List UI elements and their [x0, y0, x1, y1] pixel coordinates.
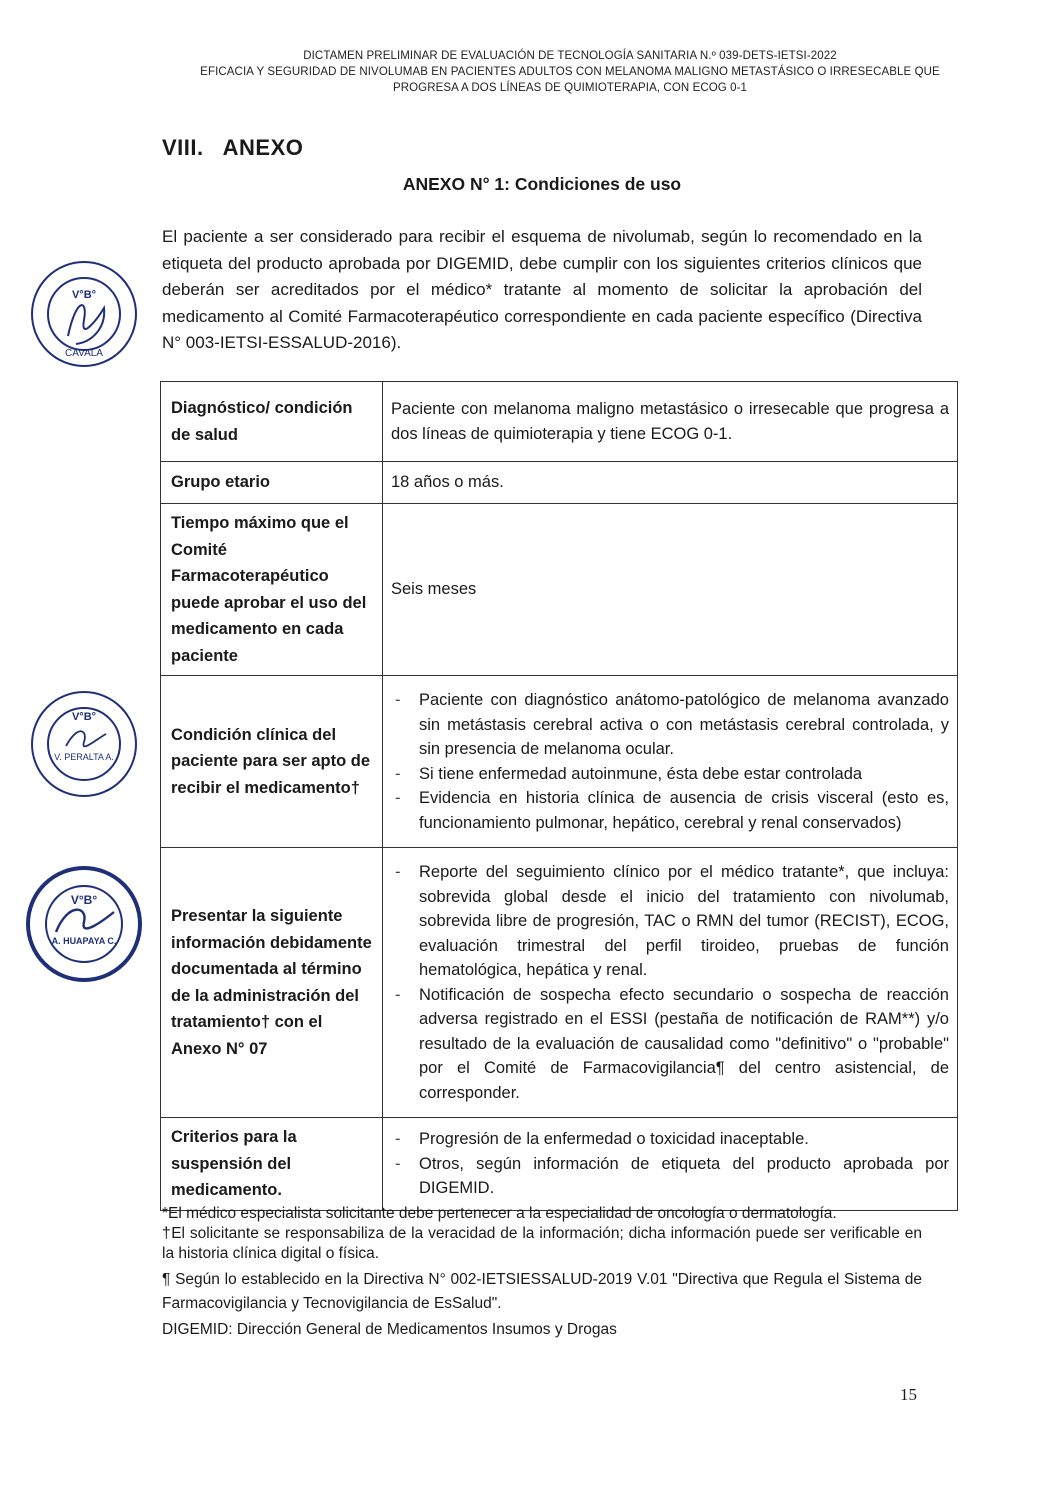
- stamp-1-signature: [68, 305, 104, 344]
- row-label-diagnostico: Diagnóstico/ condición de salud: [161, 382, 383, 462]
- footnote-medico: *El médico especialista solicitante debe pertenecer a la especialidad de oncología o dermatología.: [162, 1205, 837, 1222]
- table-row: [161, 504, 958, 676]
- stamp-1-bottom-text: CAVALA: [65, 348, 103, 359]
- footnotes: [162, 1204, 922, 1340]
- table-row: [161, 676, 958, 848]
- header-line-3: PROGRESA A DOS LÍNEAS DE QUIMIOTERAPIA, CON ECOG 0-1: [392, 82, 748, 94]
- conditions-table: [160, 381, 958, 1211]
- footnote-digemid: DIGEMID: Dirección General de Medicamentos Insumos y Drogas: [162, 1321, 617, 1338]
- page-number: 15: [900, 1385, 917, 1404]
- stamp-2-top-text: V°B°: [71, 711, 97, 723]
- stamp-3-signature: [56, 910, 114, 932]
- footnote-solicitante: †El solicitante se responsabiliza de la veracidad de la información; dicha información puede ser verificable en la historia clínica digital o física.: [162, 1225, 922, 1262]
- row-value-tiempo-maximo: Seis meses: [383, 504, 958, 676]
- stamp-3-bottom-text: A. HUAPAYA C.: [51, 936, 117, 946]
- stamp-2-bottom-text: V. PERALTA A.: [54, 752, 114, 762]
- stamp-2-signature: [66, 731, 106, 746]
- stamp-1-top-text: V°B°: [71, 289, 97, 301]
- list-item: - Notificación de sospecha efecto secundario o sospecha de reacción adversa registrado en el ESSI (pestaña de notificación de RAM**) y/o resultado de la evaluación de causalidad como "definitivo" o "probable" por el Comité de Farmacovigilancia¶ del centro asistencial, de corresponder.: [391, 983, 949, 1106]
- section-title: VIII. ANEXO: [162, 135, 304, 160]
- list-item: - Si tiene enfermedad autoinmune, ésta debe estar controlada: [391, 762, 949, 787]
- footnote-directiva: ¶ Según lo establecido en la Directiva N° 002-IETSIESSALUD-2019 V.01 "Directiva que Regula el Sistema de Farmacovigilancia y Tecnovigilancia de EsSalud".: [162, 1271, 922, 1312]
- list-item: - Reporte del seguimiento clínico por el médico tratante*, que incluya: sobrevida global desde el inicio del tratamiento con nivolumab, sobrevida libre de progresión, TAC o RMN del tumor (RECIST), ECOG, evaluación trimestral del perfil tiroideo, pruebas de función hematológica, hepática y renal.: [391, 860, 949, 983]
- evaluation-stamp-1: [28, 258, 140, 370]
- row-label-criterios-suspension: Criterios para la suspensión del medicamento.: [161, 1118, 383, 1211]
- stamp-3-top-text: V°B°: [70, 893, 98, 907]
- evaluation-stamp-2: [28, 688, 140, 800]
- row-label-grupo-etario: Grupo etario: [161, 462, 383, 504]
- row-value-criterios-suspension: [383, 1118, 958, 1211]
- table-row: [161, 462, 958, 504]
- row-label-tiempo-maximo: Tiempo máximo que el Comité Farmacoterapéutico puede aprobar el uso del medicamento en cada paciente: [161, 504, 383, 676]
- page-header: [150, 48, 990, 96]
- table-row: [161, 1118, 958, 1211]
- list-item: - Progresión de la enfermedad o toxicidad inaceptable.: [391, 1127, 949, 1152]
- intro-paragraph: El paciente a ser considerado para recibir el esquema de nivolumab, según lo recomendado en la etiqueta del producto aprobada por DIGEMID, debe cumplir con los siguientes criterios clínicos que deberán ser acreditados por el médico* tratante al momento de solicitar la aprobación del medicamento al Comité Farmacoterapéutico correspondiente en cada paciente específico (Directiva N° 003-IETSI-ESSALUD-2016).: [162, 227, 922, 352]
- row-value-presentar-informacion: [383, 848, 958, 1118]
- list-item: - Otros, según información de etiqueta del producto aprobada por DIGEMID.: [391, 1152, 949, 1201]
- list-item: - Evidencia en historia clínica de ausencia de crisis visceral (esto es, funcionamiento pulmonar, hepático, cerebral y renal conservados): [391, 786, 949, 835]
- header-line-1: DICTAMEN PRELIMINAR DE EVALUACIÓN DE TECNOLOGÍA SANITARIA N.º 039-DETS-IETSI-2022: [303, 50, 837, 62]
- row-value-diagnostico: Paciente con melanoma maligno metastásico o irresecable que progresa a dos líneas de quimioterapia y tiene ECOG 0-1.: [383, 382, 958, 462]
- table-row: [161, 848, 958, 1118]
- annex-title: ANEXO N° 1: Condiciones de uso: [402, 174, 682, 194]
- row-label-condicion-clinica: Condición clínica del paciente para ser apto de recibir el medicamento†: [161, 676, 383, 848]
- table-row: [161, 382, 958, 462]
- list-item: - Paciente con diagnóstico anátomo-patológico de melanoma avanzado sin metástasis cerebral activa o con metástasis cerebral controlada, y sin presencia de melanoma ocular.: [391, 688, 949, 762]
- row-value-condicion-clinica: [383, 676, 958, 848]
- row-label-presentar-informacion: Presentar la siguiente información debidamente documentada al término de la administración del tratamiento† con el Anexo N° 07: [161, 848, 383, 1118]
- row-value-grupo-etario: 18 años o más.: [383, 462, 958, 504]
- evaluation-stamp-3: [22, 862, 146, 986]
- header-line-2: EFICACIA Y SEGURIDAD DE NIVOLUMAB EN PACIENTES ADULTOS CON MELANOMA MALIGNO METASTÁSICO O IRRESECABLE QUE: [200, 66, 940, 78]
